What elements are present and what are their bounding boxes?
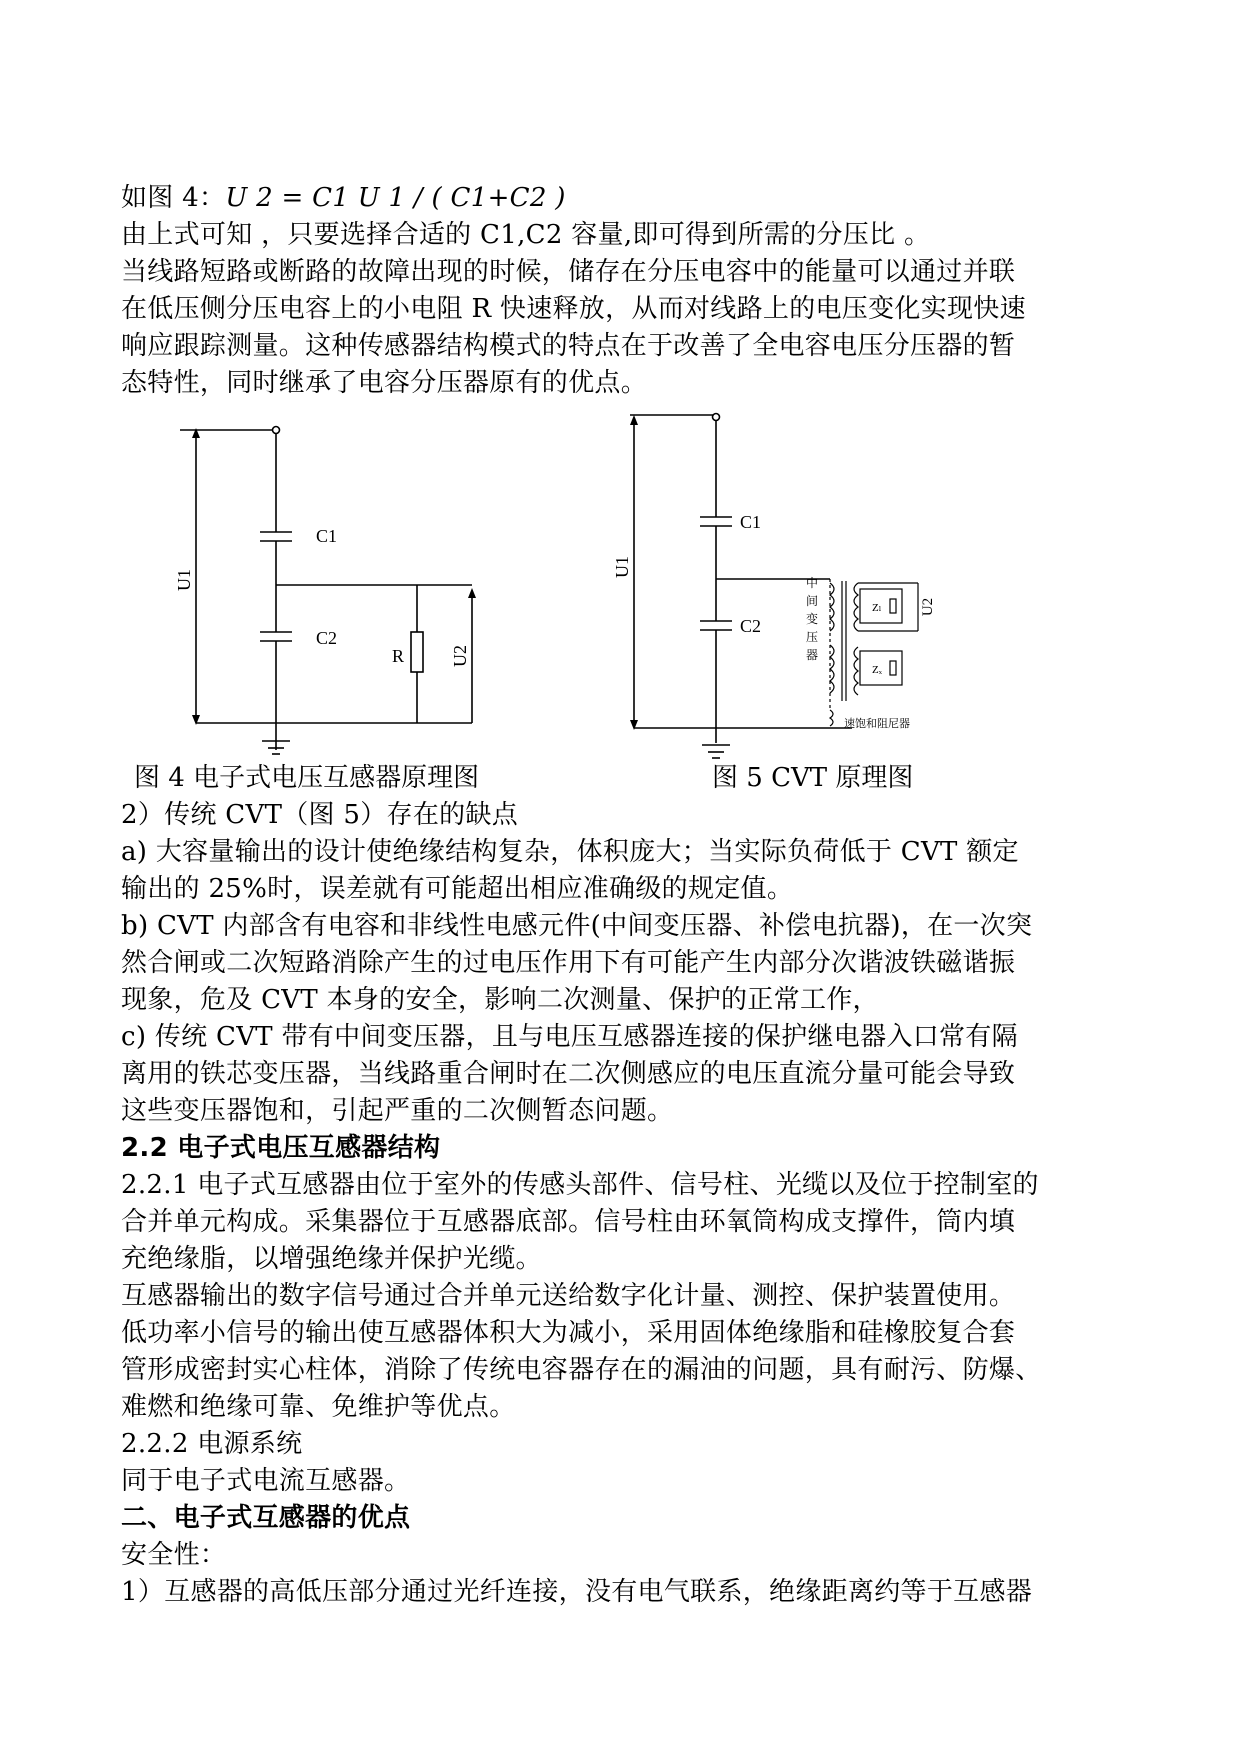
paragraph-line: 响应跟踪测量。这种传感器结构模式的特点在于改善了全电容电压分压器的暂 bbox=[121, 331, 1016, 361]
formula-prefix: 如图 4： bbox=[121, 183, 226, 213]
section-heading-2-2: 2.2 电子式电压互感器结构 bbox=[121, 1133, 441, 1163]
label-c1: C1 bbox=[316, 526, 338, 546]
label-u2: U2 bbox=[450, 645, 470, 667]
label-u2: U2 bbox=[920, 597, 936, 617]
paragraph-line: 现象，危及 CVT 本身的安全，影响二次测量、保护的正常工作， bbox=[121, 985, 879, 1015]
paragraph-line: 当线路短路或断路的故障出现的时候，储存在分压电容中的能量可以通过并联 bbox=[121, 257, 1016, 287]
paragraph-line: c) 传统 CVT 带有中间变压器，且与电压互感器连接的保护继电器入口常有隔 bbox=[121, 1022, 1018, 1052]
paragraph-line: 合并单元构成。采集器位于互感器底部。信号柱由环氧筒构成支撑件，筒内填 bbox=[121, 1207, 1016, 1237]
label-zl: Zₗ bbox=[872, 602, 882, 614]
paragraph-line: 2）传统 CVT（图 5）存在的缺点 bbox=[121, 800, 519, 830]
paragraph-line: 然合闸或二次短路消除产生的过电压作用下有可能产生内部分次谐波铁磁谐振 bbox=[121, 948, 1016, 978]
figure-4-circuit-diagram bbox=[174, 420, 500, 740]
paragraph-line: 在低压侧分压电容上的小电阻 R 快速释放，从而对线路上的电压变化实现快速 bbox=[121, 294, 1026, 324]
paragraph-line: 低功率小信号的输出使互感器体积大为减小，采用固体绝缘脂和硅橡胶复合套 bbox=[121, 1318, 1016, 1348]
paragraph-line: 输出的 25%时，误差就有可能超出相应准确级的规定值。 bbox=[121, 874, 794, 904]
ground-icon bbox=[260, 738, 292, 758]
transformer-label-char: 间 bbox=[805, 594, 819, 608]
formula-line bbox=[121, 180, 566, 217]
label-c2: C2 bbox=[316, 628, 338, 648]
paragraph-line: 态特性，同时继承了电容分压器原有的优点。 bbox=[121, 368, 648, 398]
transformer-label-char: 压 bbox=[805, 630, 819, 644]
formula-expression: U 2 = C1 U 1 / ( C1+C2 ) bbox=[225, 183, 566, 213]
label-u1: U1 bbox=[612, 556, 632, 578]
paragraph-line: 管形成密封实心柱体，消除了传统电容器存在的漏油的问题，具有耐污、防爆、 bbox=[121, 1355, 1042, 1385]
paragraph-line: 这些变压器饱和，引起严重的二次侧暂态问题。 bbox=[121, 1096, 674, 1126]
label-c1: C1 bbox=[740, 512, 762, 532]
transformer-label-char: 变 bbox=[805, 612, 819, 626]
transformer-label-char: 中 bbox=[805, 576, 819, 590]
figure-5-circuit-diagram bbox=[612, 405, 960, 765]
paragraph-line: 互感器输出的数字信号通过合并单元送给数字化计量、测控、保护装置使用。 bbox=[121, 1281, 1016, 1311]
paragraph-line: 离用的铁芯变压器，当线路重合闸时在二次侧感应的电压直流分量可能会导致 bbox=[121, 1059, 1016, 1089]
paragraph-line: 1）互感器的高低压部分通过光纤连接，没有电气联系，绝缘距离约等于互感器 bbox=[121, 1577, 1033, 1607]
label-c2: C2 bbox=[740, 616, 762, 636]
figure-4-caption: 图 4 电子式电压互感器原理图 bbox=[134, 763, 480, 793]
paragraph-line: 由上式可知 ，只要选择合适的 C1,C2 容量,即可得到所需的分压比 。 bbox=[121, 220, 931, 250]
paragraph-line: 同于电子式电流互感器。 bbox=[121, 1466, 411, 1496]
ground-icon bbox=[700, 742, 732, 762]
subsection-heading-2-2-2: 2.2.2 电源系统 bbox=[121, 1429, 303, 1459]
section-heading-advantages: 二、电子式互感器的优点 bbox=[121, 1503, 411, 1533]
figure-5-caption: 图 5 CVT 原理图 bbox=[712, 763, 914, 793]
label-u1: U1 bbox=[174, 569, 194, 591]
paragraph-line: b) CVT 内部含有电容和非线性电感元件(中间变压器、补偿电抗器)，在一次突 bbox=[121, 911, 1033, 941]
paragraph-line: a) 大容量输出的设计使绝缘结构复杂，体积庞大；当实际负荷低于 CVT 额定 bbox=[121, 837, 1019, 867]
label-zx: Zₓ bbox=[872, 664, 882, 676]
paragraph-line: 安全性： bbox=[121, 1540, 227, 1570]
paragraph-line: 2.2.1 电子式互感器由位于室外的传感头部件、信号柱、光缆以及位于控制室的 bbox=[121, 1170, 1039, 1200]
label-r: R bbox=[392, 646, 405, 666]
transformer-label-char: 器 bbox=[805, 648, 819, 662]
paragraph-line: 充绝缘脂，以增强绝缘并保护光缆。 bbox=[121, 1244, 542, 1274]
paragraph-line: 难燃和绝缘可靠、免维护等优点。 bbox=[121, 1392, 516, 1422]
label-damper: 速饱和阻尼器 bbox=[844, 718, 910, 730]
